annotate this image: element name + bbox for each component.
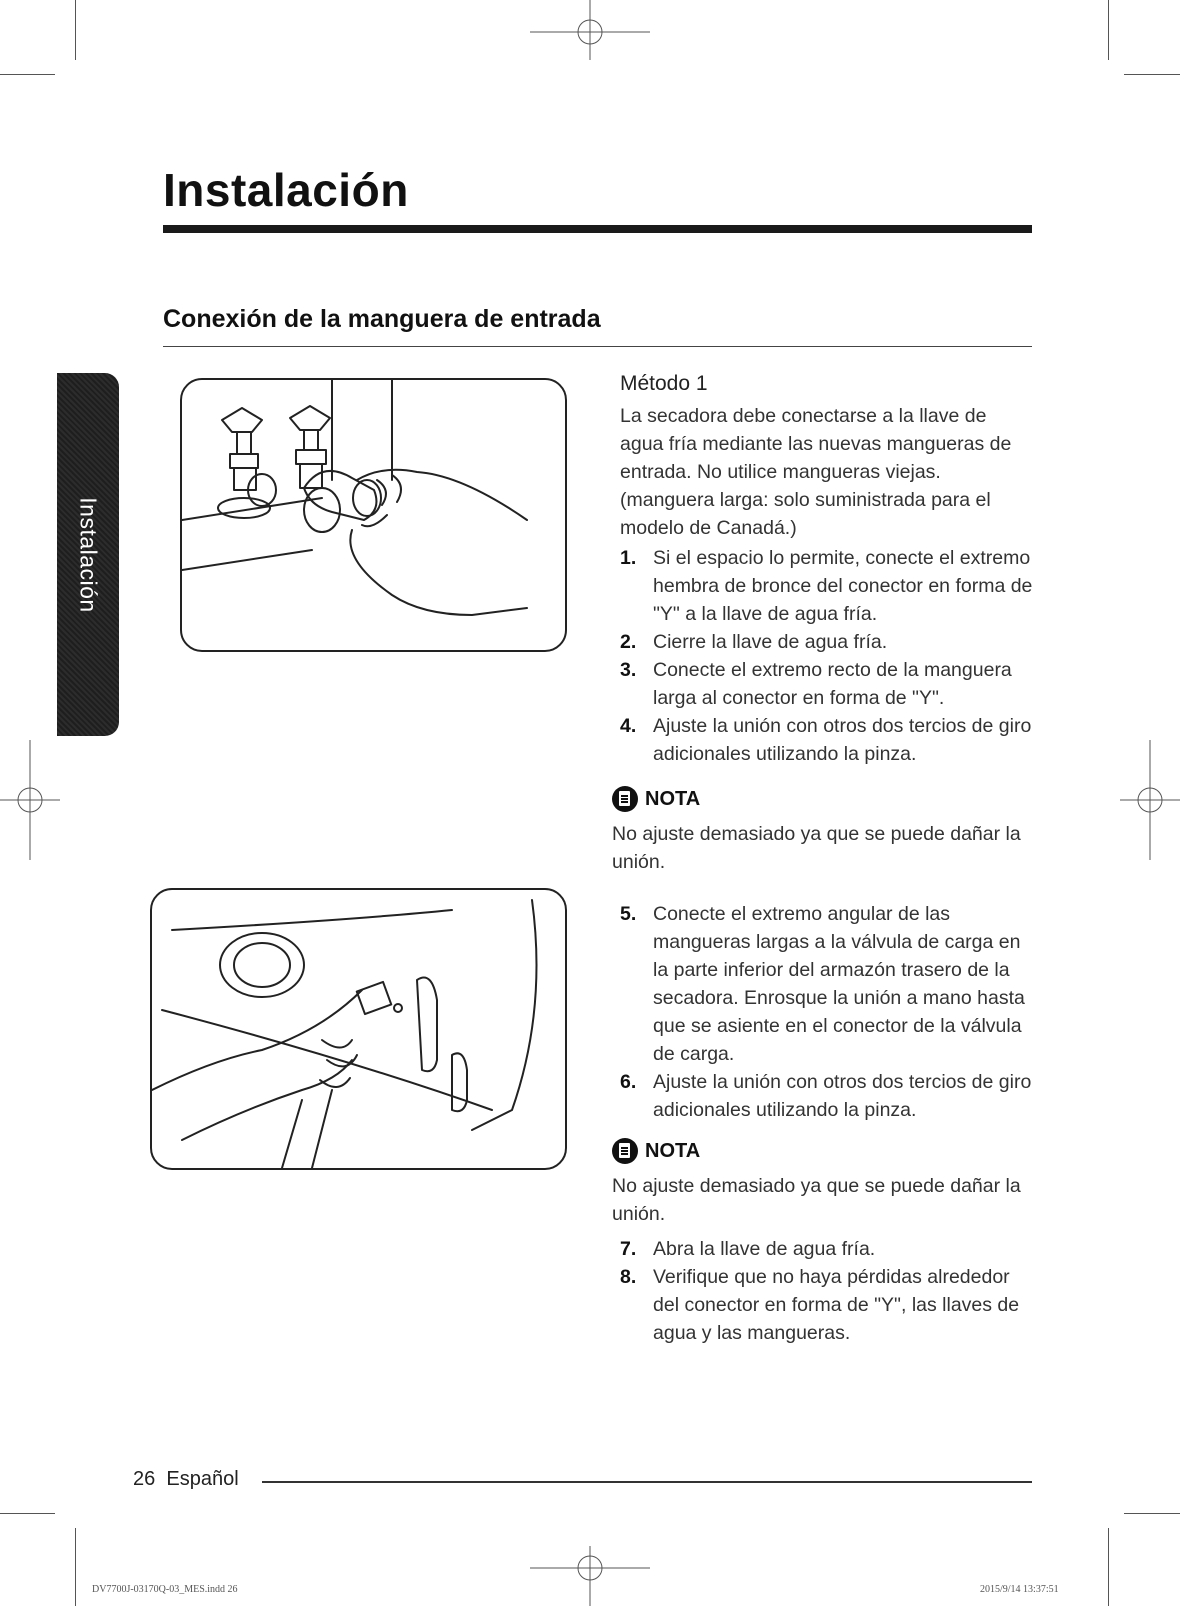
side-tab-label: Instalación bbox=[75, 496, 102, 613]
steps-list-2 bbox=[620, 900, 1035, 1124]
list-item bbox=[620, 628, 1035, 656]
list-item bbox=[620, 900, 1035, 1068]
note-heading-label: NOTA bbox=[645, 1139, 701, 1162]
faucet-illustration bbox=[182, 380, 565, 650]
section-divider bbox=[163, 346, 1032, 347]
note-heading bbox=[612, 1138, 700, 1164]
page-title: Instalación bbox=[163, 164, 409, 216]
step-number: 5. bbox=[620, 903, 637, 925]
registration-mark-left bbox=[0, 740, 60, 860]
valve-illustration bbox=[152, 890, 565, 1168]
crop-mark bbox=[1124, 1513, 1180, 1514]
step-text: Ajuste la unión con otros dos tercios de giro adicionales utilizando la pinza. bbox=[653, 1071, 1032, 1121]
crop-mark bbox=[75, 0, 76, 60]
method-title: Método 1 bbox=[620, 372, 708, 395]
list-item bbox=[620, 712, 1035, 768]
section-heading: Conexión de la manguera de entrada bbox=[163, 305, 601, 333]
print-slug-file: DV7700J-03170Q-03_MES.indd 26 bbox=[92, 1584, 238, 1595]
step-number: 1. bbox=[620, 547, 637, 569]
crop-mark bbox=[0, 1513, 55, 1514]
crop-mark bbox=[1124, 74, 1180, 75]
step-text: Abra la llave de agua fría. bbox=[653, 1238, 876, 1260]
step-text: Conecte el extremo angular de las mangueras largas a la válvula de carga en la parte inferior del armazón trasero de la secadora. Enrosque la unión a mano hasta que se asiente en el conector de la válvula de carga. bbox=[653, 903, 1025, 1065]
step-text: Si el espacio lo permite, conecte el extremo hembra de bronce del conector en forma de "Y" a la llave de agua fría. bbox=[653, 547, 1033, 625]
print-slug-timestamp: 2015/9/14 13:37:51 bbox=[980, 1584, 1059, 1595]
note-text: No ajuste demasiado ya que se puede dañar la unión. bbox=[612, 1175, 1021, 1225]
step-text: Conecte el extremo recto de la manguera larga al conector en forma de "Y". bbox=[653, 659, 1012, 709]
list-item bbox=[620, 1235, 1035, 1263]
title-underline bbox=[163, 225, 1032, 233]
step-number: 8. bbox=[620, 1266, 637, 1288]
footer-divider bbox=[262, 1481, 1032, 1483]
list-item bbox=[620, 1263, 1035, 1347]
method-intro: La secadora debe conectarse a la llave de agua fría mediante las nuevas mangueras de entrada. No utilice mangueras viejas. (manguera larga: solo suministrada para el modelo de Canadá.) bbox=[620, 405, 1012, 539]
steps-list-3 bbox=[620, 1235, 1035, 1347]
step-number: 2. bbox=[620, 631, 637, 653]
step-number: 4. bbox=[620, 715, 637, 737]
list-item bbox=[620, 656, 1035, 712]
note-icon bbox=[612, 786, 638, 812]
registration-mark-top bbox=[530, 0, 650, 60]
note-text: No ajuste demasiado ya que se puede dañar la unión. bbox=[612, 823, 1021, 873]
figure-faucet-connector bbox=[180, 378, 567, 652]
step-text: Cierre la llave de agua fría. bbox=[653, 631, 888, 653]
registration-mark-bottom bbox=[530, 1546, 650, 1606]
note-icon bbox=[612, 1138, 638, 1164]
crop-mark bbox=[1108, 1528, 1109, 1606]
footer-language: Español bbox=[166, 1468, 239, 1490]
list-item bbox=[620, 1068, 1035, 1124]
page-footer bbox=[133, 1468, 239, 1491]
step-number: 3. bbox=[620, 659, 637, 681]
steps-list-1 bbox=[620, 544, 1035, 768]
page-number: 26 bbox=[133, 1468, 156, 1490]
note-heading bbox=[612, 786, 700, 812]
step-number: 7. bbox=[620, 1238, 637, 1260]
step-text: Verifique que no haya pérdidas alrededor del conector en forma de "Y", las llaves de agua y las mangueras. bbox=[653, 1266, 1020, 1344]
crop-mark bbox=[1108, 0, 1109, 60]
registration-mark-right bbox=[1120, 740, 1180, 860]
step-text: Ajuste la unión con otros dos tercios de giro adicionales utilizando la pinza. bbox=[653, 715, 1032, 765]
list-item bbox=[620, 544, 1035, 628]
crop-mark bbox=[0, 74, 55, 75]
figure-hose-valve bbox=[150, 888, 567, 1170]
note-heading-label: NOTA bbox=[645, 787, 701, 810]
crop-mark bbox=[75, 1528, 76, 1606]
step-number: 6. bbox=[620, 1071, 637, 1093]
side-chapter-tab bbox=[57, 373, 119, 736]
